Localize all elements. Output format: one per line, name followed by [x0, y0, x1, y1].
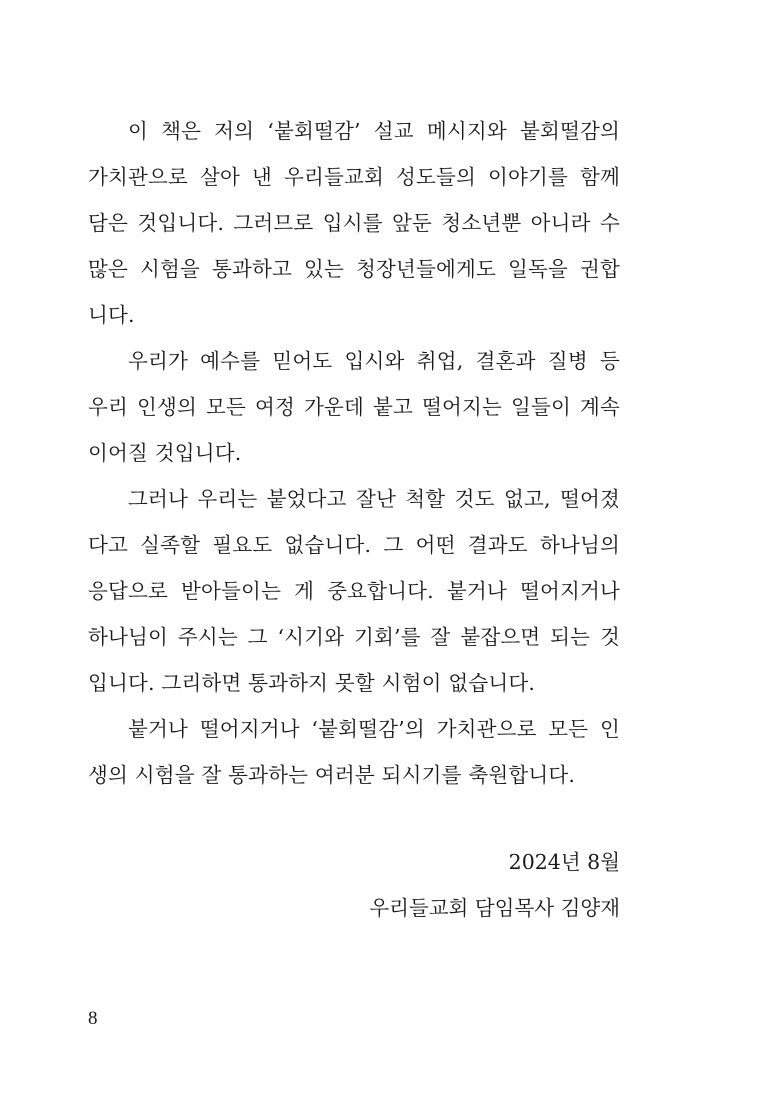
text-line: 가치관으로 살아 낸 우리들교회 성도들의 이야기를 함께 — [88, 165, 620, 189]
text-line: 다고 실족할 필요도 없습니다. 그 어떤 결과도 하나님의 — [88, 533, 620, 557]
paragraph — [88, 338, 620, 476]
paragraph — [88, 706, 620, 798]
text-line: 많은 시험을 통과하고 있는 청장년들에게도 일독을 권합 — [88, 257, 620, 281]
paragraph — [88, 476, 620, 706]
text-line: 우리가 예수를 믿어도 입시와 취업, 결혼과 질병 등 — [128, 349, 620, 373]
text-line: 생의 시험을 잘 통과하는 여러분 되시기를 축원합니다. — [88, 763, 576, 787]
text-line: 담은 것입니다. 그러므로 입시를 앞둔 청소년뿐 아니라 수 — [88, 211, 620, 235]
text-line: 이 책은 저의 ‘붙회떨감’ 설교 메시지와 붙회떨감의 — [128, 119, 620, 143]
signature-date: 2024년 8월 — [508, 850, 620, 874]
body-text — [88, 108, 620, 798]
text-line: 하나님이 주시는 그 ‘시기와 기회’를 잘 붙잡으면 되는 것 — [88, 625, 620, 649]
text-line: 붙거나 떨어지거나 ‘붙회떨감’의 가치관으로 모든 인 — [128, 717, 620, 741]
text-line: 이어질 것입니다. — [88, 441, 242, 465]
text-line: 우리 인생의 모든 여정 가운데 붙고 떨어지는 일들이 계속 — [88, 395, 620, 419]
signature-author: 우리들교회 담임목사 김양재 — [369, 896, 620, 920]
text-line: 입니다. 그리하면 통과하지 못할 시험이 없습니다. — [88, 671, 536, 695]
text-line: 그러나 우리는 붙었다고 잘난 척할 것도 없고, 떨어졌 — [128, 487, 620, 511]
text-line: 니다. — [88, 303, 135, 327]
paragraph — [88, 108, 620, 338]
page-number: 8 — [88, 1008, 98, 1029]
text-line: 응답으로 받아들이는 게 중요합니다. 붙거나 떨어지거나 — [88, 579, 620, 603]
